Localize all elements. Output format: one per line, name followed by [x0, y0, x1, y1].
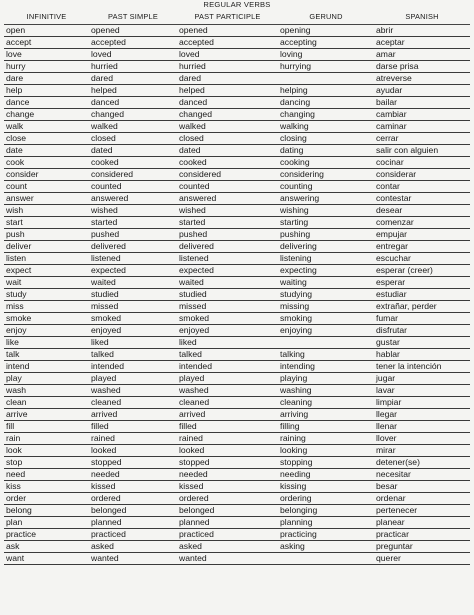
cell-past-participle: loved [177, 49, 278, 61]
cell-spanish: extrañar, perder [374, 301, 470, 313]
cell-infinitive: deliver [4, 241, 89, 253]
cell-past-participle: started [177, 217, 278, 229]
cell-infinitive: count [4, 181, 89, 193]
cell-spanish: entregar [374, 241, 470, 253]
cell-infinitive: cook [4, 157, 89, 169]
cell-gerund: filling [278, 421, 374, 433]
cell-gerund [278, 73, 374, 85]
cell-spanish: fumar [374, 313, 470, 325]
table-row [4, 433, 470, 445]
cell-past-simple: cooked [89, 157, 177, 169]
cell-infinitive: want [4, 553, 89, 565]
cell-past-participle: hurried [177, 61, 278, 73]
table-row [4, 37, 470, 49]
table-row [4, 313, 470, 325]
cell-gerund: belonging [278, 505, 374, 517]
cell-past-participle: liked [177, 337, 278, 349]
cell-gerund: needing [278, 469, 374, 481]
cell-past-participle: rained [177, 433, 278, 445]
cell-spanish: comenzar [374, 217, 470, 229]
table-row [4, 553, 470, 565]
cell-past-simple: counted [89, 181, 177, 193]
cell-spanish: llover [374, 433, 470, 445]
cell-past-simple: practiced [89, 529, 177, 541]
cell-past-simple: played [89, 373, 177, 385]
cell-past-participle: needed [177, 469, 278, 481]
cell-past-participle: listened [177, 253, 278, 265]
cell-infinitive: like [4, 337, 89, 349]
cell-spanish: desear [374, 205, 470, 217]
cell-past-participle: answered [177, 193, 278, 205]
verbs-table [4, 10, 470, 565]
cell-gerund: expecting [278, 265, 374, 277]
table-row [4, 25, 470, 37]
cell-gerund: kissing [278, 481, 374, 493]
cell-past-simple: kissed [89, 481, 177, 493]
cell-spanish: considerar [374, 169, 470, 181]
cell-gerund: walking [278, 121, 374, 133]
cell-spanish: amar [374, 49, 470, 61]
table-row [4, 289, 470, 301]
cell-gerund: wishing [278, 205, 374, 217]
cell-infinitive: wish [4, 205, 89, 217]
cell-past-simple: dated [89, 145, 177, 157]
cell-infinitive: wait [4, 277, 89, 289]
cell-infinitive: wash [4, 385, 89, 397]
cell-past-participle: talked [177, 349, 278, 361]
cell-spanish: tener la intención [374, 361, 470, 373]
cell-gerund: opening [278, 25, 374, 37]
cell-past-participle: looked [177, 445, 278, 457]
cell-infinitive: expect [4, 265, 89, 277]
cell-past-participle: played [177, 373, 278, 385]
cell-infinitive: intend [4, 361, 89, 373]
table-row [4, 85, 470, 97]
cell-past-simple: started [89, 217, 177, 229]
cell-infinitive: answer [4, 193, 89, 205]
cell-infinitive: plan [4, 517, 89, 529]
cell-infinitive: study [4, 289, 89, 301]
cell-gerund: looking [278, 445, 374, 457]
cell-infinitive: play [4, 373, 89, 385]
cell-infinitive: accept [4, 37, 89, 49]
cell-gerund: talking [278, 349, 374, 361]
cell-infinitive: start [4, 217, 89, 229]
cell-past-simple: pushed [89, 229, 177, 241]
cell-past-simple: filled [89, 421, 177, 433]
cell-past-simple: expected [89, 265, 177, 277]
cell-past-simple: danced [89, 97, 177, 109]
cell-past-simple: listened [89, 253, 177, 265]
cell-gerund: smoking [278, 313, 374, 325]
cell-gerund: intending [278, 361, 374, 373]
cell-gerund: starting [278, 217, 374, 229]
cell-past-participle: waited [177, 277, 278, 289]
cell-gerund: waiting [278, 277, 374, 289]
cell-past-simple: intended [89, 361, 177, 373]
cell-past-participle: studied [177, 289, 278, 301]
table-row [4, 493, 470, 505]
cell-past-participle: ordered [177, 493, 278, 505]
cell-past-simple: talked [89, 349, 177, 361]
cell-gerund: arriving [278, 409, 374, 421]
cell-infinitive: talk [4, 349, 89, 361]
table-row [4, 445, 470, 457]
page-title: REGULAR VERBS [203, 0, 271, 9]
cell-gerund: considering [278, 169, 374, 181]
cell-gerund [278, 337, 374, 349]
cell-infinitive: miss [4, 301, 89, 313]
cell-past-simple: dared [89, 73, 177, 85]
cell-past-participle: delivered [177, 241, 278, 253]
cell-past-simple: arrived [89, 409, 177, 421]
cell-infinitive: rain [4, 433, 89, 445]
cell-gerund: listening [278, 253, 374, 265]
cell-spanish: querer [374, 553, 470, 565]
cell-infinitive: love [4, 49, 89, 61]
cell-gerund: accepting [278, 37, 374, 49]
column-header-past-simple: PAST SIMPLE [89, 10, 177, 25]
cell-infinitive: date [4, 145, 89, 157]
cell-infinitive: enjoy [4, 325, 89, 337]
cell-spanish: bailar [374, 97, 470, 109]
cell-infinitive: kiss [4, 481, 89, 493]
cell-spanish: caminar [374, 121, 470, 133]
cell-past-simple: answered [89, 193, 177, 205]
cell-past-simple: waited [89, 277, 177, 289]
table-row [4, 109, 470, 121]
cell-spanish: estudiar [374, 289, 470, 301]
cell-spanish: preguntar [374, 541, 470, 553]
cell-spanish: ordenar [374, 493, 470, 505]
cell-spanish: mirar [374, 445, 470, 457]
cell-spanish: jugar [374, 373, 470, 385]
table-row [4, 169, 470, 181]
table-row [4, 253, 470, 265]
table-row [4, 205, 470, 217]
cell-infinitive: help [4, 85, 89, 97]
table-row [4, 373, 470, 385]
table-row [4, 133, 470, 145]
cell-gerund: delivering [278, 241, 374, 253]
cell-past-simple: opened [89, 25, 177, 37]
cell-infinitive: order [4, 493, 89, 505]
cell-spanish: esperar (creer) [374, 265, 470, 277]
cell-gerund: washing [278, 385, 374, 397]
table-row [4, 385, 470, 397]
cell-spanish: ayudar [374, 85, 470, 97]
table-row [4, 541, 470, 553]
cell-past-simple: smoked [89, 313, 177, 325]
cell-past-participle: wanted [177, 553, 278, 565]
cell-past-simple: enjoyed [89, 325, 177, 337]
cell-gerund: raining [278, 433, 374, 445]
table-row [4, 361, 470, 373]
table-body [4, 25, 470, 565]
cell-spanish: contar [374, 181, 470, 193]
cell-spanish: darse prisa [374, 61, 470, 73]
cell-gerund: hurrying [278, 61, 374, 73]
cell-infinitive: dare [4, 73, 89, 85]
cell-infinitive: change [4, 109, 89, 121]
cell-past-simple: needed [89, 469, 177, 481]
cell-infinitive: ask [4, 541, 89, 553]
cell-spanish: detener(se) [374, 457, 470, 469]
cell-past-participle: pushed [177, 229, 278, 241]
cell-past-participle: cooked [177, 157, 278, 169]
cell-gerund: closing [278, 133, 374, 145]
cell-gerund: helping [278, 85, 374, 97]
cell-infinitive: arrive [4, 409, 89, 421]
cell-spanish: empujar [374, 229, 470, 241]
column-header-spanish: SPANISH [374, 10, 470, 25]
cell-spanish: gustar [374, 337, 470, 349]
cell-past-participle: considered [177, 169, 278, 181]
cell-past-simple: walked [89, 121, 177, 133]
cell-past-participle: asked [177, 541, 278, 553]
table-row [4, 241, 470, 253]
column-header-infinitive: INFINITIVE [4, 10, 89, 25]
cell-past-simple: considered [89, 169, 177, 181]
table-row [4, 505, 470, 517]
cell-past-participle: wished [177, 205, 278, 217]
table-row [4, 229, 470, 241]
cell-spanish: pertenecer [374, 505, 470, 517]
header-row [4, 10, 470, 25]
table-row [4, 409, 470, 421]
cell-infinitive: open [4, 25, 89, 37]
cell-infinitive: push [4, 229, 89, 241]
cell-past-participle: smoked [177, 313, 278, 325]
cell-past-simple: helped [89, 85, 177, 97]
cell-past-participle: kissed [177, 481, 278, 493]
cell-spanish: necesitar [374, 469, 470, 481]
cell-past-simple: accepted [89, 37, 177, 49]
table-row [4, 301, 470, 313]
table-row [4, 421, 470, 433]
cell-spanish: limpiar [374, 397, 470, 409]
cell-past-simple: liked [89, 337, 177, 349]
cell-spanish: esperar [374, 277, 470, 289]
cell-infinitive: clean [4, 397, 89, 409]
cell-past-simple: cleaned [89, 397, 177, 409]
cell-past-participle: accepted [177, 37, 278, 49]
cell-past-participle: dated [177, 145, 278, 157]
cell-past-simple: rained [89, 433, 177, 445]
cell-gerund: playing [278, 373, 374, 385]
cell-gerund: cooking [278, 157, 374, 169]
cell-gerund: counting [278, 181, 374, 193]
cell-infinitive: stop [4, 457, 89, 469]
cell-spanish: aceptar [374, 37, 470, 49]
cell-infinitive: walk [4, 121, 89, 133]
cell-past-participle: practiced [177, 529, 278, 541]
cell-past-participle: closed [177, 133, 278, 145]
table-row [4, 217, 470, 229]
cell-past-participle: opened [177, 25, 278, 37]
cell-infinitive: listen [4, 253, 89, 265]
cell-gerund: studying [278, 289, 374, 301]
cell-past-simple: wished [89, 205, 177, 217]
cell-gerund: answering [278, 193, 374, 205]
cell-infinitive: smoke [4, 313, 89, 325]
table-row [4, 397, 470, 409]
cell-gerund: changing [278, 109, 374, 121]
cell-spanish: hablar [374, 349, 470, 361]
cell-past-simple: belonged [89, 505, 177, 517]
cell-past-participle: belonged [177, 505, 278, 517]
table-row [4, 61, 470, 73]
cell-past-simple: delivered [89, 241, 177, 253]
cell-gerund [278, 553, 374, 565]
cell-past-simple: changed [89, 109, 177, 121]
table-row [4, 457, 470, 469]
cell-past-simple: ordered [89, 493, 177, 505]
cell-spanish: llegar [374, 409, 470, 421]
cell-past-simple: loved [89, 49, 177, 61]
table-row [4, 469, 470, 481]
table-row [4, 349, 470, 361]
cell-spanish: salir con alguien [374, 145, 470, 157]
table-row [4, 157, 470, 169]
cell-past-simple: planned [89, 517, 177, 529]
cell-past-participle: dared [177, 73, 278, 85]
cell-spanish: besar [374, 481, 470, 493]
column-header-gerund: GERUND [278, 10, 374, 25]
cell-past-simple: studied [89, 289, 177, 301]
cell-gerund: planning [278, 517, 374, 529]
cell-gerund: missing [278, 301, 374, 313]
cell-spanish: abrir [374, 25, 470, 37]
cell-spanish: cambiar [374, 109, 470, 121]
table-row [4, 277, 470, 289]
table-row [4, 517, 470, 529]
cell-past-participle: enjoyed [177, 325, 278, 337]
table-row [4, 529, 470, 541]
column-header-past-participle: PAST PARTICIPLE [177, 10, 278, 25]
cell-gerund: ordering [278, 493, 374, 505]
table-row [4, 325, 470, 337]
table-row [4, 337, 470, 349]
cell-past-simple: washed [89, 385, 177, 397]
cell-past-participle: missed [177, 301, 278, 313]
cell-gerund: dancing [278, 97, 374, 109]
table-row [4, 265, 470, 277]
cell-gerund: pushing [278, 229, 374, 241]
cell-past-participle: changed [177, 109, 278, 121]
cell-past-simple: asked [89, 541, 177, 553]
cell-past-participle: counted [177, 181, 278, 193]
cell-past-participle: planned [177, 517, 278, 529]
cell-past-participle: danced [177, 97, 278, 109]
cell-gerund: cleaning [278, 397, 374, 409]
cell-infinitive: fill [4, 421, 89, 433]
cell-past-participle: walked [177, 121, 278, 133]
cell-gerund: enjoying [278, 325, 374, 337]
cell-spanish: escuchar [374, 253, 470, 265]
cell-past-simple: hurried [89, 61, 177, 73]
cell-spanish: disfrutar [374, 325, 470, 337]
table-row [4, 181, 470, 193]
cell-infinitive: look [4, 445, 89, 457]
cell-spanish: lavar [374, 385, 470, 397]
cell-spanish: cerrar [374, 133, 470, 145]
cell-gerund: practicing [278, 529, 374, 541]
table-row [4, 193, 470, 205]
table-row [4, 481, 470, 493]
cell-infinitive: practice [4, 529, 89, 541]
cell-past-participle: washed [177, 385, 278, 397]
table-row [4, 73, 470, 85]
cell-spanish: atreverse [374, 73, 470, 85]
cell-infinitive: consider [4, 169, 89, 181]
cell-spanish: contestar [374, 193, 470, 205]
table-row [4, 145, 470, 157]
cell-spanish: cocinar [374, 157, 470, 169]
cell-past-participle: stopped [177, 457, 278, 469]
table-row [4, 121, 470, 133]
cell-past-participle: cleaned [177, 397, 278, 409]
table-row [4, 49, 470, 61]
cell-infinitive: dance [4, 97, 89, 109]
cell-spanish: practicar [374, 529, 470, 541]
cell-spanish: planear [374, 517, 470, 529]
cell-spanish: llenar [374, 421, 470, 433]
cell-past-participle: helped [177, 85, 278, 97]
cell-past-simple: closed [89, 133, 177, 145]
cell-past-simple: wanted [89, 553, 177, 565]
cell-past-simple: stopped [89, 457, 177, 469]
cell-past-participle: intended [177, 361, 278, 373]
cell-past-participle: arrived [177, 409, 278, 421]
cell-past-participle: expected [177, 265, 278, 277]
table-row [4, 97, 470, 109]
cell-past-simple: missed [89, 301, 177, 313]
cell-gerund: dating [278, 145, 374, 157]
cell-past-simple: looked [89, 445, 177, 457]
cell-infinitive: belong [4, 505, 89, 517]
cell-infinitive: hurry [4, 61, 89, 73]
cell-gerund: stopping [278, 457, 374, 469]
cell-past-participle: filled [177, 421, 278, 433]
cell-gerund: loving [278, 49, 374, 61]
cell-gerund: asking [278, 541, 374, 553]
cell-infinitive: need [4, 469, 89, 481]
cell-infinitive: close [4, 133, 89, 145]
